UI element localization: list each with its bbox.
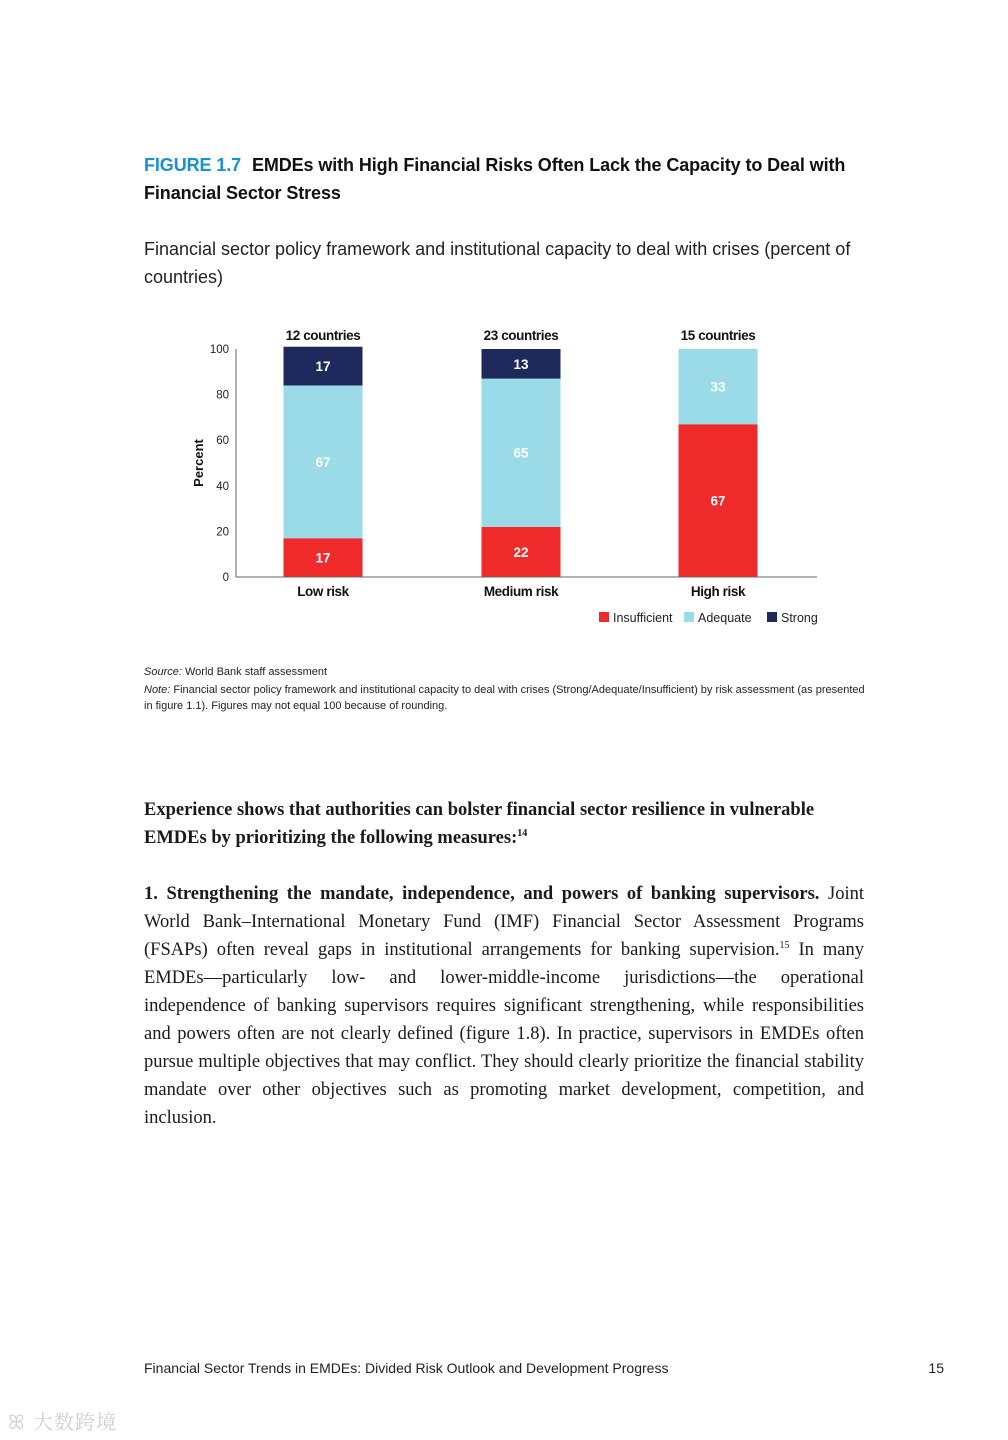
group-count-label: 12 countries [285, 328, 361, 343]
paragraph-1-text-b: In many EMDEs—particularly low- and lower-middle-income jurisdictions—the operational independence of banking supervisors requires significant strengthening, while responsibilities and powers often are not clearly defined (figure 1.8). In practice, supervisors in EMDEs often pursue multiple objectives that may conflict. They should clearly prioritize the financial stability mandate over other objectives such as promoting market development, competition, and inclusion. [144, 940, 864, 1128]
data-label: 67 [315, 454, 331, 470]
note-text: Financial sector policy framework and institutional capacity to deal with crises (Strong/Adequate/Insufficient) by risk assessment (as presented in figure 1.1). Figures may not equal 100 because of rounding. [144, 684, 865, 712]
data-label: 22 [513, 544, 529, 560]
watermark-text: 大数跨境 [33, 1410, 117, 1434]
y-axis-title: Percent [191, 439, 206, 487]
data-label: 13 [513, 356, 529, 372]
legend-swatch-adequate [684, 612, 694, 622]
figure-title-text: EMDEs with High Financial Risks Often Lack the Capacity to Deal with Financial Sector Stress [144, 155, 846, 203]
body-text [144, 796, 864, 1132]
figure-notes [144, 664, 866, 716]
y-tick-label: 40 [216, 480, 229, 493]
paragraph-1-text-a: Joint World Bank–International Monetary Fund (IMF) Financial Sector Assessment Programs (FSAPs) often reveal gaps in institutional arrangements for banking supervision. [144, 884, 864, 960]
group-count-label: 15 countries [680, 328, 756, 343]
data-label: 65 [513, 445, 529, 461]
note-line [144, 682, 866, 714]
data-label: 33 [710, 379, 726, 395]
page-number: 15 [928, 1360, 944, 1376]
note-label: Note: [144, 684, 171, 696]
source-text: World Bank staff assessment [184, 666, 328, 678]
stacked-bar-chart [180, 320, 840, 640]
data-label: 17 [315, 550, 331, 566]
paragraph-1-heading: 1. Strengthening the mandate, independence, and powers of banking supervisors. [144, 884, 820, 904]
footnote-ref-15: 15 [779, 939, 790, 951]
y-tick-label: 60 [216, 435, 229, 448]
y-tick-label: 20 [216, 526, 229, 539]
x-category-label: Medium risk [483, 584, 559, 599]
lead-paragraph [144, 796, 864, 852]
figure-subtitle: Financial sector policy framework and institutional capacity to deal with crises (percent of countries) [144, 239, 851, 287]
source-line [144, 664, 866, 680]
figure-number: FIGURE 1.7 [144, 155, 242, 175]
y-tick-label: 0 [222, 572, 229, 584]
watermark-icon: ꕤ [8, 1410, 26, 1434]
data-label: 17 [315, 359, 331, 375]
x-category-label: Low risk [297, 584, 349, 599]
paragraph-1 [144, 880, 864, 1132]
x-category-label: High risk [690, 584, 746, 599]
watermark-logo [8, 1406, 117, 1435]
footer-title: Financial Sector Trends in EMDEs: Divided Risk Outlook and Development Progress [144, 1360, 669, 1376]
legend-label: Insufficient [613, 611, 673, 625]
lead-text: Experience shows that authorities can bolster financial sector resilience in vulnerable EMDEs by prioritizing the following measures: [144, 800, 815, 848]
page-footer [144, 1360, 944, 1376]
y-tick-label: 100 [209, 344, 229, 356]
data-label: 67 [710, 493, 726, 509]
legend-swatch-insufficient [599, 612, 609, 622]
source-label: Source: [144, 666, 182, 678]
legend-label: Strong [781, 611, 818, 625]
y-tick-label: 80 [216, 389, 229, 402]
legend-swatch-strong [767, 612, 777, 622]
footnote-ref-14: 14 [517, 827, 528, 839]
legend-label: Adequate [698, 611, 752, 625]
figure-title [144, 151, 864, 207]
group-count-label: 23 countries [483, 328, 559, 343]
